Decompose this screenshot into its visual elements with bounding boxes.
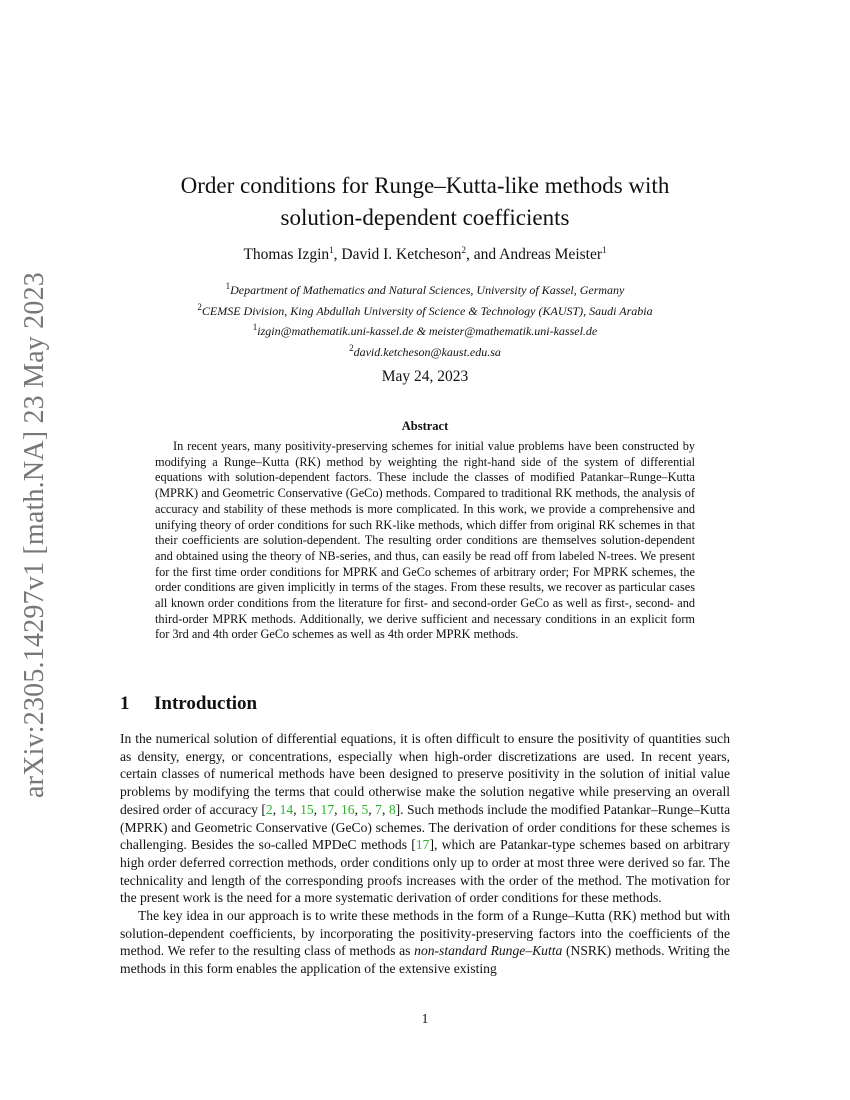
citation-link[interactable]: 16	[341, 801, 355, 817]
affil-text: CEMSE Division, King Abdullah University of Science & Technology (KAUST), Saudi Arabia	[201, 303, 653, 318]
citation-link[interactable]: 7	[375, 801, 382, 817]
title-line-2: solution-dependent coefficients	[280, 205, 570, 230]
email-text: izgin@mathematik.uni-kassel.de & meister@mathematik.uni-kassel.de	[257, 324, 598, 339]
abstract-body: In recent years, many positivity-preserving schemes for initial value problems have been constructed by modifying a Runge–Kutta (RK) method by weighting the right-hand side of the system of differential equations with solution-dependent factors. These include the classes of modified Patankar–Runge–Kutta (MPRK) and Geometric Conservative (GeCo) methods. Compared to traditional RK methods, the analysis of accuracy and stability of these methods is more complicated. In this work, we provide a comprehensive and unifying theory of order conditions for such RK-like methods, which differ from original RK schemes in that their coefficients are solution-dependent. The resulting order conditions are themselves solution-dependent and obtained using the theory of NB-series, and thus, can easily be read off from labeled N-trees. We present for the first time order conditions for MPRK and GeCo schemes of arbitrary order; For MPRK schemes, the order conditions are given implicitly in terms of the stages. From these results, we recover as particular cases all known order conditions from the literature for first- and second-order GeCo as well as first-, second- and third-order MPRK methods. Additionally, we derive sufficient and necessary conditions in an explicit form for 3rd and 4th order GeCo schemes as well as 4th order MPRK methods.	[155, 439, 695, 642]
email-text: david.ketcheson@kaust.edu.sa	[353, 344, 501, 359]
author-list	[100, 245, 750, 264]
citation-link[interactable]: 8	[388, 801, 396, 817]
email-line	[100, 319, 750, 340]
citation-link[interactable]: 17	[320, 801, 335, 817]
author-name: David I. Ketcheson	[341, 246, 462, 264]
affil-mark: 2	[197, 301, 202, 312]
page-number: 1	[421, 1011, 429, 1026]
affil-mark: 2	[349, 342, 354, 353]
section-number: 1	[120, 693, 130, 714]
arxiv-identifier: arXiv:2305.14297v1 [math.NA] 23 May 2023	[19, 272, 50, 798]
intro-text: (NSRK) methods. Writing the methods in this form enables the application of the extensive existing	[120, 943, 730, 977]
affil-text: Department of Mathematics and Natural Sciences, University of Kassel, Germany	[230, 283, 625, 297]
abstract-heading: Abstract	[401, 419, 449, 433]
section-title: Introduction	[154, 693, 258, 714]
section-heading	[120, 693, 257, 715]
intro-emphasis: non-standard Runge–Kutta	[414, 943, 563, 959]
email-line	[100, 340, 750, 361]
author-separator: ,	[333, 246, 342, 264]
affil-mark: 1	[252, 322, 258, 333]
affiliation-line	[100, 299, 750, 320]
affiliation-line	[100, 278, 750, 299]
intro-paragraph-1: In the numerical solution of differential equations, it is often difficult to ensure the positivity of quantities such as density, energy, or concentrations, especially when high-order discretizations are used. In recent years, certain classes of numerical methods have been designed to preserve positivity in the solution of initial value problems by modifying the terms that could otherwise make the solution negative while preserving an overall desired order of accuracy [2, 14, 15, 17, 16, 5, 7, 8]. Such methods include the modified Patankar–Runge–Kutta (MPRK) and Geometric Conservative (GeCo) schemes. The derivation of order conditions for these schemes is challenging. Besides the so-called MPDeC methods [17], which are Patankar-type schemes based on arbitrary high order deferred correction methods, order conditions only up to order at most three were derived so far. The technicality and length of the corresponding proofs increases with the order of the method. The motivation for the present work is the need for a more systematic derivation of order conditions for these methods.	[120, 731, 731, 906]
paper-title	[100, 170, 750, 234]
intro-text: In the numerical solution of differential equations, it is often difficult to ensure the positivity of quantities such as density, energy, or concentrations, especially when high-order discretizations are used. In recent years, certain classes of numerical methods have been designed to preserve positivity in the solution of initial value problems by modifying the terms that could otherwise make the solution negative while preserving an overall desired order of accuracy [	[120, 731, 730, 817]
intro-text: The key idea in our approach is to write these methods in the form of a Runge–Kutta (RK) method but with solution-dependent coefficients, by incorporating the positivity-preserving factors into the coefficients of the method. We refer to the resulting class of methods as	[120, 908, 730, 959]
intro-paragraph-2	[120, 907, 730, 978]
citation-link[interactable]: 2	[265, 801, 273, 817]
arxiv-sidebar	[10, 265, 60, 805]
intro-text: ]. Such methods include the modified Patankar–Runge–Kutta (MPRK) and Geometric Conservative (GeCo) schemes. The derivation of order conditions for these schemes is challenging. Besides the so-called MPDeC methods [	[120, 801, 731, 853]
author-name: Thomas Izgin	[243, 246, 330, 264]
author-affil-mark: 1	[602, 245, 607, 255]
affil-mark: 1	[225, 281, 231, 291]
author-affil-mark: 1	[329, 245, 334, 255]
author-affil-mark: 2	[461, 245, 466, 255]
paper-date: May 24, 2023	[381, 368, 469, 385]
intro-text: ], which are Patankar-type schemes based on arbitrary high order deferred correction methods, order conditions only up to order at most three were derived so far. The technicality and length of the corresponding proofs increases with the order of the method. The motivation for the present work is the need for a more systematic derivation of order conditions for these methods.	[120, 837, 731, 906]
introduction-text	[120, 730, 730, 978]
citation-link[interactable]: 14	[279, 801, 294, 817]
citation-link[interactable]: 15	[300, 801, 314, 817]
affiliations	[100, 278, 750, 360]
author-name: Andreas Meister	[499, 246, 603, 264]
citation-link[interactable]: 5	[361, 801, 369, 817]
title-line-1: Order conditions for Runge–Kutta-like methods with	[180, 173, 670, 198]
citation-link[interactable]: 17	[415, 837, 430, 853]
author-separator: , and	[465, 246, 500, 264]
